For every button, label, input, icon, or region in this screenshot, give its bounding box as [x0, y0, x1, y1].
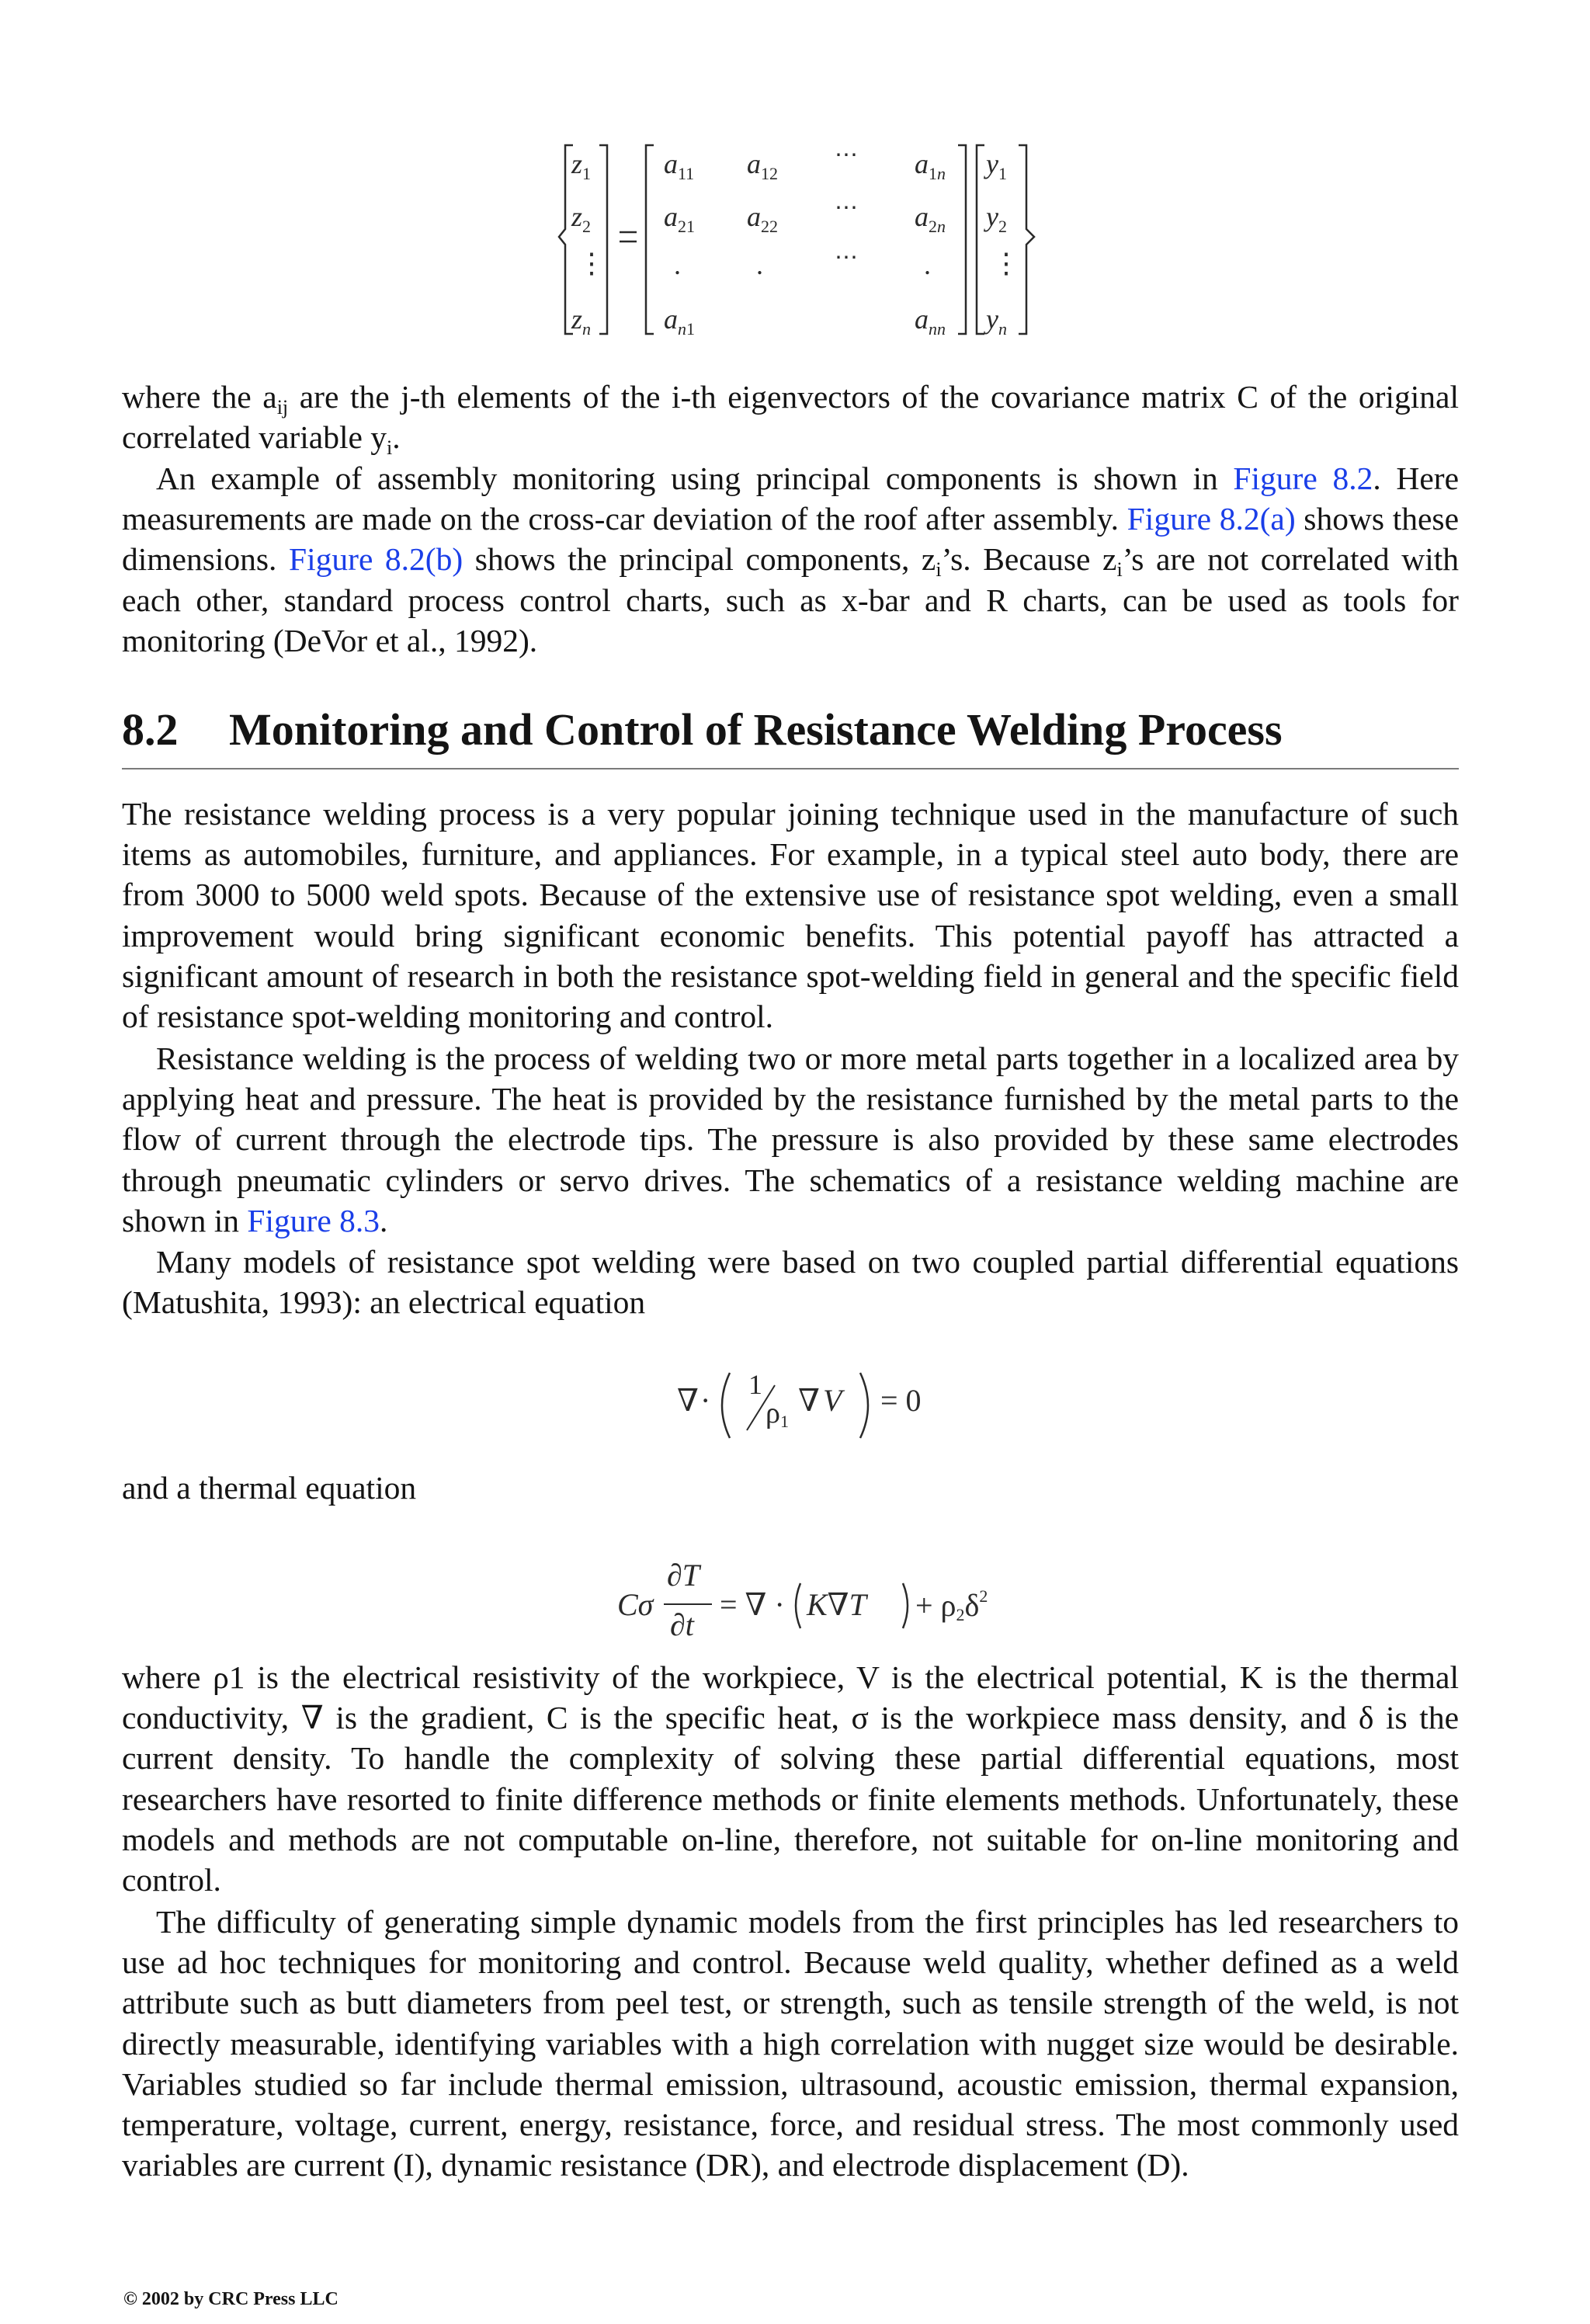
paragraph-assembly-monitoring: An example of assembly monitoring using principal components is shown in Figure 8.2. Here measurements are made on the cross-car deviation of the roof after assembly. Figure 8.2(a) shows these dimensions. Figure 8.2(b) shows the principal components, $z_i’s$. Because $z_i’s$ are not correlated with each other, standard process control charts, such as x-bar and R charts, can be used as tools for monitoring (DeVor et al., 1992). [122, 460, 1460, 658]
section-heading [122, 703, 1459, 757]
paragraph-thermal-equation-intro: and a thermal equation [122, 1470, 417, 1506]
svg-text:.: . [674, 249, 681, 280]
figure-8-3-link[interactable]: Figure 8.3 [247, 1202, 380, 1238]
svg-text:⋯: ⋯ [835, 195, 858, 221]
svg-text:yn: $y_n$ [986, 304, 1007, 339]
figure-8-2b-link[interactable]: Figure 8.2(b) [289, 541, 463, 578]
copyright-footer: © 2002 by CRC Press LLC [123, 2289, 338, 2309]
section-number: 8.2 [122, 704, 179, 755]
electrical-equation: ∇ · 1 $\rho_1$ ∇ V = 0 [677, 1367, 925, 1444]
z-vector-n: $z_n$ [571, 304, 592, 339]
thermal-equation: Cσ ∂T ∂t = ∇ · K∇T + $\rho_2\delta^2$ [617, 1558, 988, 1642]
paragraph-ad-hoc-techniques: The difficulty of generating simple dynamic models from the first principles has led researchers to use ad hoc techniques for monitoring and control. Because weld quality, whether defined as a weld attribute such as butt diameters from peel test, or strength, such as tensile strength of the weld, is not directly measurable, identifying variables with a high correlation with nugget size would be desirable. Variables studied so far include thermal emission, ultrasound, acoustic emission, thermal expansion, temperature, voltage, current, energy, resistance, force, and residual stress. The most commonly used variables are current (I), dynamic resistance (DR), and electrode displacement (D). [122, 1904, 1459, 2183]
svg-text:a21: $a_{21}$ [664, 201, 695, 236]
paragraph-resistance-welding-process: Resistance welding is the process of welding two or more metal parts together in a localized area by applying heat and pressure. The heat is provided by the resistance furnished by the metal parts to the flow of current through the electrode tips. The pressure is also provided by these same electrodes through pneumatic cylinders or servo drives. The schematics of a resistance welding machine are shown in Figure 8.3. [122, 1040, 1459, 1238]
svg-text:a1n: $a_1n$ [915, 148, 946, 183]
svg-text:y2: $y_2$ [986, 201, 1007, 236]
heading-rule [122, 768, 1459, 769]
z-vector-dots: ⋮ [578, 248, 606, 279]
z-vector-2: $z_2$ [571, 201, 592, 236]
svg-text:a22: $a_{22}$ [747, 201, 778, 236]
paragraph-eigenvectors: where the $a_{ij}$ are the j-th elements of the i-th eigenvectors of the covariance matrix C of the original correlated variable $y_i$. [122, 379, 1459, 460]
svg-text:.: . [924, 249, 931, 280]
svg-text:ann: $a_{nn}$ [915, 304, 946, 339]
z-vector-1: $z_1$ [571, 148, 592, 183]
svg-text:a12: $a_{12}$ [747, 148, 778, 183]
figure-8-2a-link[interactable]: Figure 8.2(a) [1127, 501, 1296, 537]
svg-text:.: . [756, 249, 763, 280]
svg-text:a2n: $a_2n$ [915, 201, 946, 236]
svg-text:⋯: ⋯ [835, 142, 858, 168]
figure-8-2-link[interactable]: Figure 8.2 [1233, 460, 1373, 496]
paragraph-resistance-welding-intro: The resistance welding process is a very popular joining technique used in the manufacture of such items as automobiles, furniture, and appliances. For example, in a typical steel auto body, there are from 3000 to 5000 weld spots. Because of the extensive use of resistance spot welding, even a small improvement would bring significant economic benefits. This potential payoff has attracted a significant amount of research in both the resistance spot-welding field in general and the specific field of resistance spot-welding monitoring and control. [122, 796, 1459, 1035]
section-title: Monitoring and Control of Resistance Welding Process [229, 704, 1283, 755]
paragraph-variable-definitions: where ρ1 is the electrical resistivity of the workpiece, V is the electrical potential, K is the thermal conductivity, ∇ is the gradient, C is the specific heat, σ is the workpiece mass density, and δ is the current density. To handle the complexity of solving these partial differential equations, most researchers have resorted to finite difference methods or finite elements methods. Unfortunately, these models and methods are not computable on-line, therefore, not suitable for on-line monitoring and control. [122, 1659, 1459, 1898]
matrix-equation [536, 136, 1048, 346]
svg-text:a11: $a_{11}$ [664, 148, 695, 183]
svg-text:y1: $y_1$ [986, 148, 1007, 183]
svg-text:an1: $a_n1$ [664, 304, 695, 339]
paragraph-models: Many models of resistance spot welding were based on two coupled partial differential equations (Matushita, 1993): an electrical equation [122, 1244, 1459, 1321]
svg-text:⋮: ⋮ [992, 248, 1020, 279]
svg-text:⋯: ⋯ [835, 245, 858, 270]
